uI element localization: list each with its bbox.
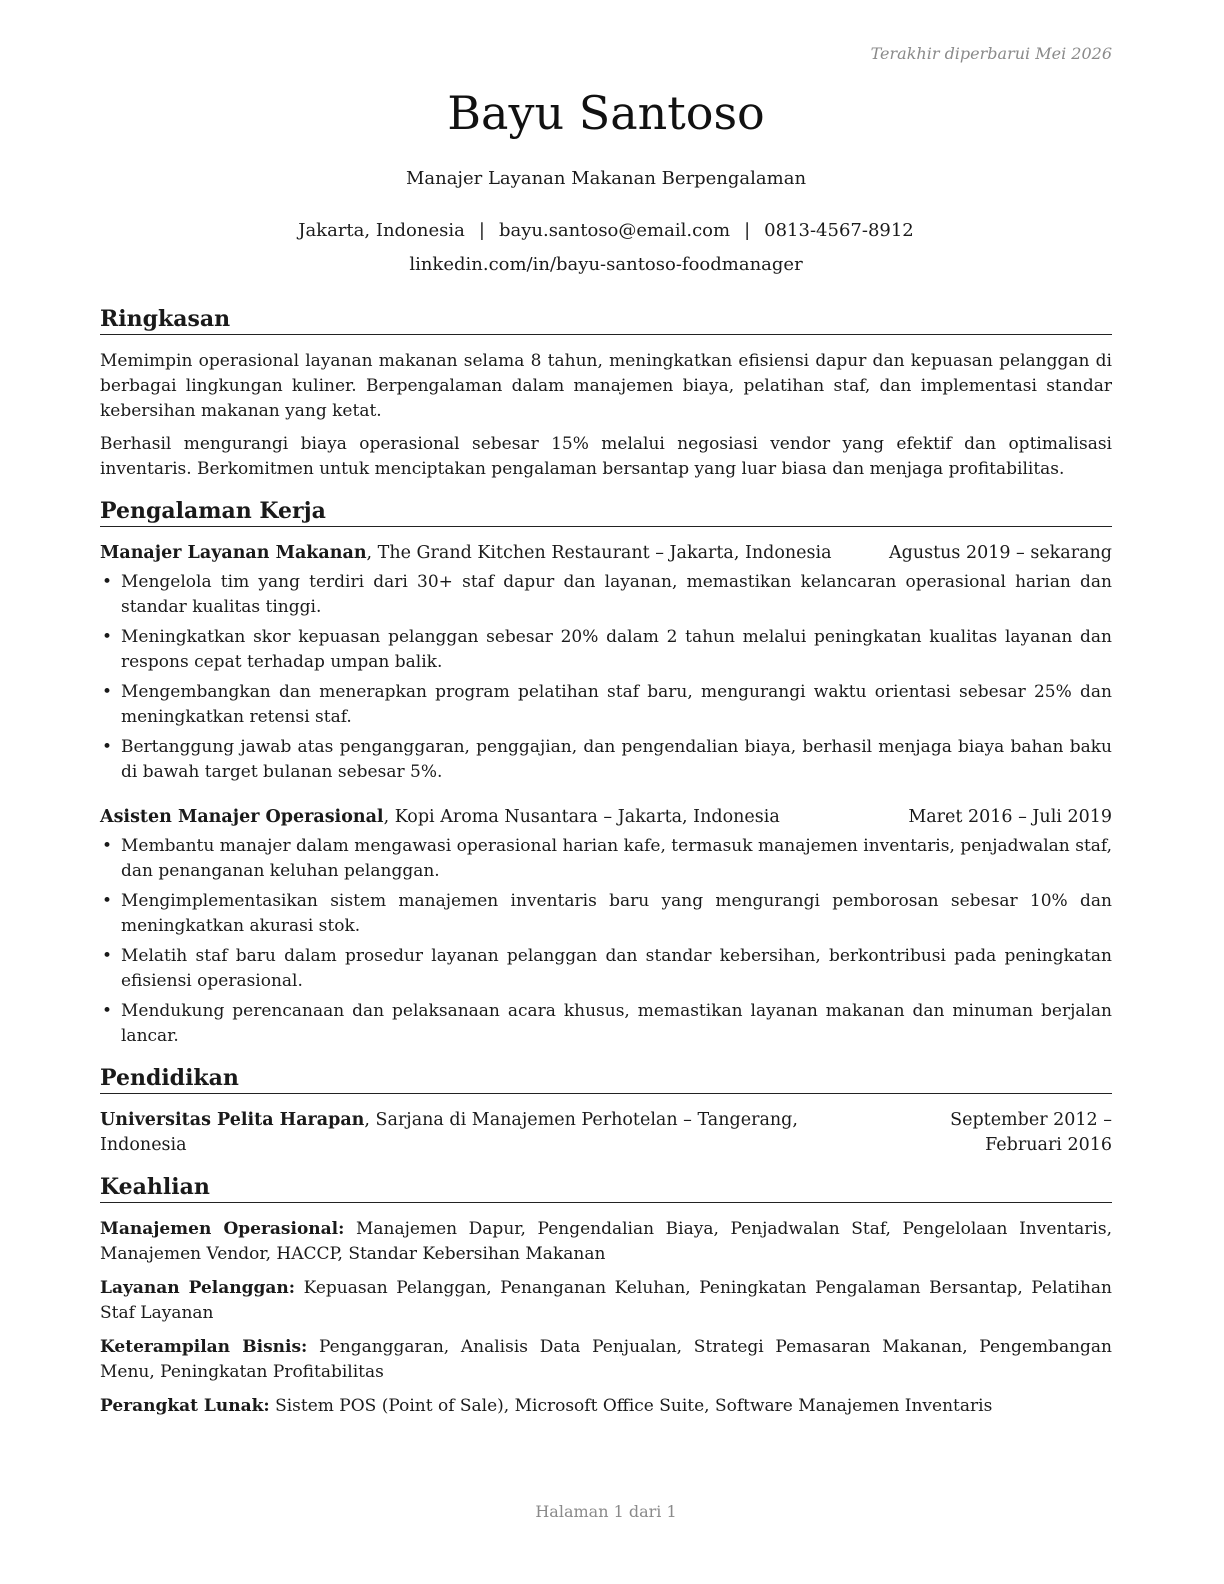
education-detail: , Sarjana di Manajemen Perhotelan – Tangerang, Indonesia [100,1110,798,1155]
job-dates: Maret 2016 – Juli 2019 [908,807,1112,827]
linkedin-link[interactable]: linkedin.com/in/bayu-santoso-foodmanager [409,254,803,275]
list-item: • Meningkatkan skor kepuasan pelanggan sebesar 20% dalam 2 tahun melalui peningkatan kualitas layanan dan respons cepat terhadap umpan balik. [102,627,1112,672]
bullet-icon: • [102,572,113,592]
candidate-tagline: Manajer Layanan Makanan Berpengalaman [405,168,807,189]
list-item: • Melatih staf baru dalam prosedur layanan pelanggan dan standar kebersihan, berkontribusi pada peningkatan efisiensi operasional. [102,946,1112,991]
skill-group-label: Keterampilan Bisnis: [100,1337,308,1357]
list-item: • Membantu manajer dalam mengawasi operasional harian kafe, termasuk manajemen inventaris, penjadwalan staf, dan penanganan keluhan pelanggan. [102,836,1112,881]
job-organization: , Kopi Aroma Nusantara – Jakarta, Indonesia [383,807,780,827]
skill-group-items: Sistem POS (Point of Sale), Microsoft Office Suite, Software Manajemen Inventaris [269,1396,993,1416]
skill-group-label: Manajemen Operasional: [100,1219,345,1239]
last-updated-note: Terakhir diperbarui Mei 2026 [870,44,1112,63]
job-dates: Agustus 2019 – sekarang [889,543,1112,563]
job-entry [100,541,1112,785]
education-section [100,1063,1112,1158]
section-heading: Pendidikan [100,1063,1112,1094]
skill-group-label: Perangkat Lunak: [100,1396,270,1416]
page-footer: Halaman 1 dari 1 [535,1502,677,1521]
job-bullets [100,570,1112,785]
bullet-icon: • [102,737,113,757]
summary-paragraph: Berhasil mengurangi biaya operasional sebesar 15% melalui negosiasi vendor yang efektif dan optimalisasi inventaris. Berkomitmen untuk menciptakan pengalaman bersantap yang luar biasa dan menjaga profitabilitas. [100,434,1112,479]
list-item: • Mengimplementasikan sistem manajemen inventaris baru yang mengurangi pemborosan sebesar 10% dan meningkatkan akurasi stok. [102,891,1112,936]
skill-group-label: Layanan Pelanggan: [100,1278,296,1298]
education-entry [100,1108,1112,1158]
contact-email[interactable]: bayu.santoso@email.com [498,220,731,241]
skills-section [100,1172,1112,1419]
contact-separator: | [478,220,485,241]
experience-section [100,496,1112,1049]
skill-group-items: Penganggaran, Analisis Data Penjualan, Strategi Pemasaran Makanan, Pengembangan Menu, Peningkatan Profitabilitas [100,1337,1112,1382]
contact-location: Jakarta, Indonesia [298,220,465,241]
bullet-icon: • [102,836,113,856]
bullet-icon: • [102,682,113,702]
list-item: • Bertanggung jawab atas penganggaran, penggajian, dan pengendalian biaya, berhasil menjaga biaya bahan baku di bawah target bulanan sebesar 5%. [102,737,1112,782]
summary-paragraph: Memimpin operasional layanan makanan selama 8 tahun, meningkatkan efisiensi dapur dan kepuasan pelanggan di berbagai lingkungan kuliner. Berpengalaman dalam manajemen biaya, pelatihan staf, dan implementasi standar kebersihan makanan yang ketat. [100,351,1112,421]
education-dates: September 2012 – Februari 2016 [950,1110,1112,1155]
skill-group [100,1276,1112,1326]
contact-phone: 0813-4567-8912 [764,220,914,241]
skill-group [100,1394,1112,1419]
contact-line [100,220,1112,241]
resume-content [100,304,1112,1433]
job-header [100,541,1112,566]
job-role: Manajer Layanan Makanan [100,543,367,563]
bullet-icon: • [102,627,113,647]
list-item: • Mengelola tim yang terdiri dari 30+ staf dapur dan layanan, memastikan kelancaran operasional harian dan standar kualitas tinggi. [102,572,1112,617]
job-bullets [100,834,1112,1049]
section-heading: Ringkasan [100,304,1112,335]
summary-section [100,304,1112,482]
job-role: Asisten Manajer Operasional [100,807,384,827]
skill-group [100,1335,1112,1385]
section-heading: Keahlian [100,1172,1112,1203]
resume-page [100,0,1112,1584]
candidate-name: Bayu Santoso [447,86,765,140]
skill-group [100,1217,1112,1267]
job-entry [100,805,1112,1049]
section-heading: Pengalaman Kerja [100,496,1112,527]
bullet-icon: • [102,1001,113,1021]
list-item: • Mengembangkan dan menerapkan program pelatihan staf baru, mengurangi waktu orientasi sebesar 25% dan meningkatkan retensi staf. [102,682,1112,727]
list-item: • Mendukung perencanaan dan pelaksanaan acara khusus, memastikan layanan makanan dan minuman berjalan lancar. [102,1001,1112,1046]
bullet-icon: • [102,891,113,911]
skill-group-items: Kepuasan Pelanggan, Penanganan Keluhan, Peningkatan Pengalaman Bersantap, Pelatihan Staf Layanan [100,1278,1112,1323]
bullet-icon: • [102,946,113,966]
job-organization: , The Grand Kitchen Restaurant – Jakarta, Indonesia [366,543,832,563]
skill-group-items: Manajemen Dapur, Pengendalian Biaya, Penjadwalan Staf, Pengelolaan Inventaris, Manajemen Vendor, HACCP, Standar Kebersihan Makanan [100,1219,1113,1264]
contact-separator: | [744,220,751,241]
job-header [100,805,1112,830]
education-school: Universitas Pelita Harapan [100,1110,365,1130]
